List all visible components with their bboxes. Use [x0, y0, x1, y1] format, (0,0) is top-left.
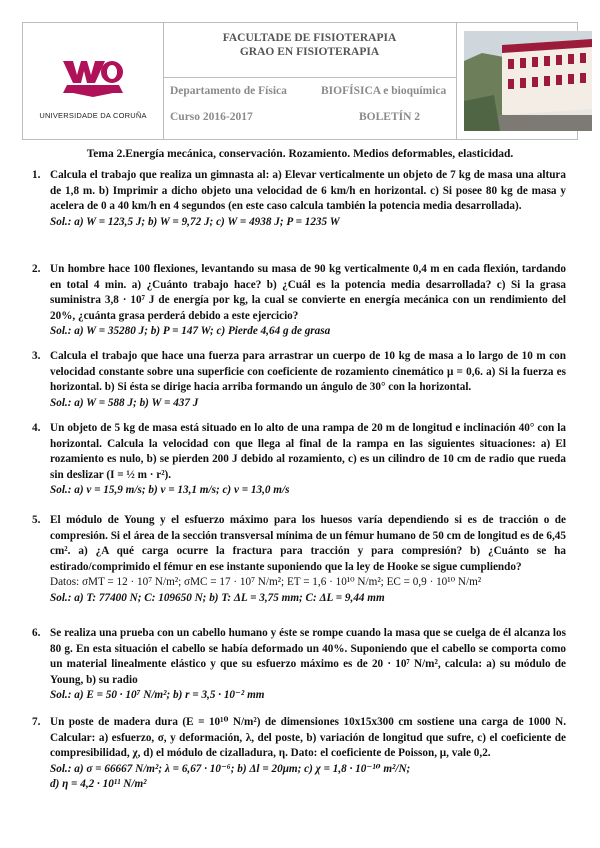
department-label: Departamento de Física	[170, 85, 287, 97]
topic-title: Tema 2.Energía mecánica, conservación. Rozamiento. Medios deformables, elasticidad.	[86, 148, 514, 160]
question-number: 5.	[32, 514, 41, 526]
faculty-building-photo	[464, 31, 592, 131]
question-text: Se realiza una prueba con un cabello humano y éste se rompe cuando la masa que se cuelga de él alcanza los 80 g. En esta situación el cabello se había deformado un 40%. Suponiendo que el cabello se comporta como un material linealmente elástico y que su esfuerzo máximo es de 20 · 10⁷ N/m², calcula: a) su módulo de Young, b) su radio	[50, 627, 566, 686]
question-number: 3.	[32, 350, 41, 362]
question-text: Un objeto de 5 kg de masa está situado en lo alto de una rampa de 20 m de longitud e inclinación 40° con la horizontal. Calcula la velocidad con que llega al final de la rampa en las siguientes situaciones: a) El rozamiento es nulo, b) se pierden 200 J debido al rozamiento, c) es un cilindro de 10 cm de radio que rueda sin deslizar (I = ½ m · r²).	[50, 422, 566, 481]
solution: Sol.: a) W = 35280 J; b) P = 147 W; c) Pierde 4,64 g de grasa	[50, 325, 331, 338]
document-header	[22, 22, 578, 140]
question-2	[32, 262, 566, 340]
question-text: Un poste de madera dura (E = 10¹⁰ N/m²) de dimensiones 10x15x300 cm sostiene una carga de 1000 N. Calcular: a) esfuerzo, σ, y deformación, λ, del poste, b) variación de longitud que sufre, c) el coeficiente de compresibilidad, χ, d) el módulo de cizalladura, η. Dato: el coeficiente de Poisson, μ, vale 0,2.	[50, 716, 566, 760]
solution: Sol.: a) E = 50 · 10⁷ N/m²; b) r = 3,5 · 10⁻² mm	[50, 689, 265, 702]
question-text: El módulo de Young y el esfuerzo máximo para los huesos varía dependiendo si es de tracción o de compresión. Si el área de la sección transversal mínima de un fémur humano de 50 cm de longitud es de 6,45 cm². a) ¿A qué carga ocurre la fractura para tracción y para compresión? b) ¿Cuánto se ha estirado/comprimido el fémur en ese instante suponiendo que la ley de Hooke se sigue cumpliendo?	[50, 514, 566, 573]
question-1	[32, 168, 566, 230]
given-data: Datos: σMT = 12 · 10⁷ N/m²; σMC = 17 · 10⁷ N/m²; ET = 1,6 · 10¹⁰ N/m²; EC = 0,9 · 10¹⁰ N/m²	[50, 576, 482, 589]
course-label: Curso 2016-2017	[170, 111, 253, 123]
question-7	[32, 715, 566, 793]
solution: Sol.: a) v = 15,9 m/s; b) v = 13,1 m/s; c) v = 13,0 m/s	[50, 484, 290, 497]
question-5	[32, 513, 566, 607]
question-4	[32, 421, 566, 499]
udc-logo-icon	[57, 53, 129, 105]
question-number: 6.	[32, 627, 41, 639]
university-name: UNIVERSIDADE DA CORUÑA	[39, 111, 147, 120]
question-number: 7.	[32, 716, 41, 728]
faculty-name	[163, 31, 456, 59]
solution: Sol.: a) W = 123,5 J; b) W = 9,72 J; c) W = 4938 J; P = 1235 W	[50, 215, 340, 228]
question-3	[32, 349, 566, 411]
header-divider	[163, 77, 456, 78]
solution: Sol.: a) T: 77400 N; C: 109650 N; b) T: ΔL = 3,75 mm; C: ΔL = 9,44 mm	[50, 591, 385, 604]
solution-continued: d) η = 4,2 · 10¹¹ N/m²	[50, 778, 147, 791]
solution: Sol.: a) W = 588 J; b) W = 437 J	[50, 396, 199, 409]
solution: Sol.: a) σ = 66667 N/m²; λ = 6,67 · 10⁻⁶; b) Δl = 20μm; c) χ = 1,8 · 10⁻¹⁰ m²/N;	[50, 762, 411, 775]
faculty-line-1: FACULTADE DE FISIOTERAPIA	[222, 32, 397, 44]
question-number: 1.	[32, 169, 41, 181]
question-text: Calcula el trabajo que hace una fuerza para arrastrar un cuerpo de 10 kg de masa a lo largo de 10 m con velocidad constante sobre una superficie con coeficiente de rozamiento cinemático μ = 0,6. a) Si la fuerza es horizontal. b) Si ésta se dirige hacia arriba formando un ángulo de 30° con la horizontal.	[50, 350, 566, 394]
bulletin-label: BOLETÍN 2	[359, 111, 421, 123]
question-number: 2.	[32, 263, 41, 275]
question-text: Calcula el trabajo que realiza un gimnasta al: a) Elevar verticalmente un objeto de 7 kg de masa una altura de 1,8 m. b) Imprimir a dicho objeto una velocidad de 6 km/h en horizontal. c) Si posee 80 kg de masa y acelera de 0 a 40 km/h en 4 segundos (en este caso calcula también la potencia media desarrollada).	[50, 169, 566, 213]
question-6	[32, 626, 566, 704]
question-text: Un hombre hace 100 flexiones, levantando su masa de 90 kg verticalmente 0,4 m en cada flexión, tardando en total 4 min. a) ¿Cuánto trabajo hace? b) ¿Cuál es la potencia media desarrollada? c) Si la grasa suministra 3,8 · 10⁷ J de energía por kg, la cual se convierte en energía mecánica con un rendimiento del 20%, ¿cuánta grasa perderá debido a este ejercicio?	[50, 263, 566, 322]
header-divider	[456, 23, 457, 139]
faculty-line-2: GRAO EN FISIOTERAPIA	[239, 46, 380, 58]
question-number: 4.	[32, 422, 41, 434]
university-logo	[23, 23, 163, 139]
subject-label: BIOFÍSICA e bioquímica	[321, 85, 447, 97]
